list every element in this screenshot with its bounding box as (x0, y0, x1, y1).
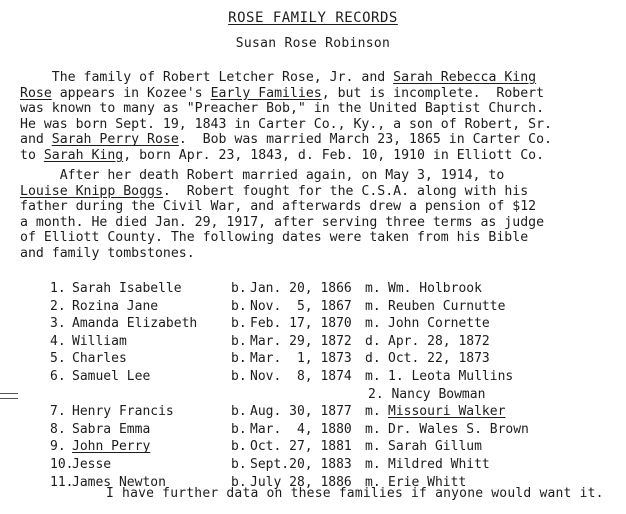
child-record-row: 7. Henry Francis b. Aug. 30, 1877 m. Missouri Walker (50, 404, 506, 420)
text-line: Louise Knipp Boggs. Robert fought for the C.S.A. along with his (20, 183, 529, 199)
child-record-row: 8. Sabra Emma b. Mar. 4, 1880 m. Dr. Wales S. Brown (50, 421, 529, 437)
footer-note: I have further data on these families if anyone would want it. (106, 486, 604, 501)
author-line: Susan Rose Robinson (235, 36, 391, 51)
text-line: and family tombstones. (20, 245, 195, 261)
child-record-row: 5. Charles b. Mar. 1, 1873 d. Oct. 22, 1873 (50, 351, 490, 367)
child-record-row: 9. John Perry b. Oct. 27, 1881 m. Sarah Gillum (50, 439, 482, 455)
text-line: After her death Robert married again, on May 3, 1914, to (20, 168, 505, 183)
margin-mark (0, 393, 18, 394)
second-paragraph (20, 168, 610, 262)
text-line: Rose appears in Kozee's Early Families, but is incomplete. Robert (20, 85, 545, 101)
intro-paragraph (20, 70, 610, 164)
margin-mark (0, 398, 18, 399)
text-line: father during the Civil War, and afterwards drew a pension of $12 (20, 199, 537, 215)
child-record-row: 10. Jesse b. Sept.20, 1883 m. Mildred Whitt (50, 457, 490, 472)
page-title: ROSE FAMILY RECORDS (228, 10, 398, 26)
child-record-row: 4. William b. Mar. 29, 1872 d. Apr. 28, 1872 (50, 333, 490, 349)
text-line: He was born Sept. 19, 1843 in Carter Co., Ky., a son of Robert, Sr. (20, 116, 552, 132)
child-record-row: 2. Nancy Bowman (368, 386, 486, 402)
child-record-row: 2. Rozina Jane b. Nov. 5, 1867 m. Reuben Curnutte (50, 298, 506, 314)
text-line: The family of Robert Letcher Rose, Jr. and Sarah Rebecca King (20, 70, 537, 85)
child-record-row: 11. James Newton b. July 28, 1886 m. Erie Whitt (50, 474, 467, 490)
child-record-row: 1. Sarah Isabelle b. Jan. 20, 1866 m. Wm. Holbrook (50, 281, 482, 296)
text-line: to Sarah King, born Apr. 23, 1843, d. Feb. 10, 1910 in Elliott Co. (20, 147, 545, 163)
child-record-row: 6. Samuel Lee b. Nov. 8, 1874 m. 1. Leota Mullins (50, 369, 514, 384)
text-line: and Sarah Perry Rose. Bob was married March 23, 1865 in Carter Co. (20, 132, 552, 148)
child-record-row: 3. Amanda Elizabeth b. Feb. 17, 1870 m. John Cornette (50, 316, 490, 332)
text-line: was known to many as "Preacher Bob," in the United Baptist Church. (20, 101, 545, 117)
spouse-or-death-date: Missouri Walker (388, 404, 506, 420)
text-line: of Elliott County. The following dates were taken from his Bible (20, 230, 529, 246)
child-name: John Perry (72, 439, 151, 455)
text-line: a month. He died Jan. 29, 1917, after serving three terms as judge (20, 214, 545, 230)
